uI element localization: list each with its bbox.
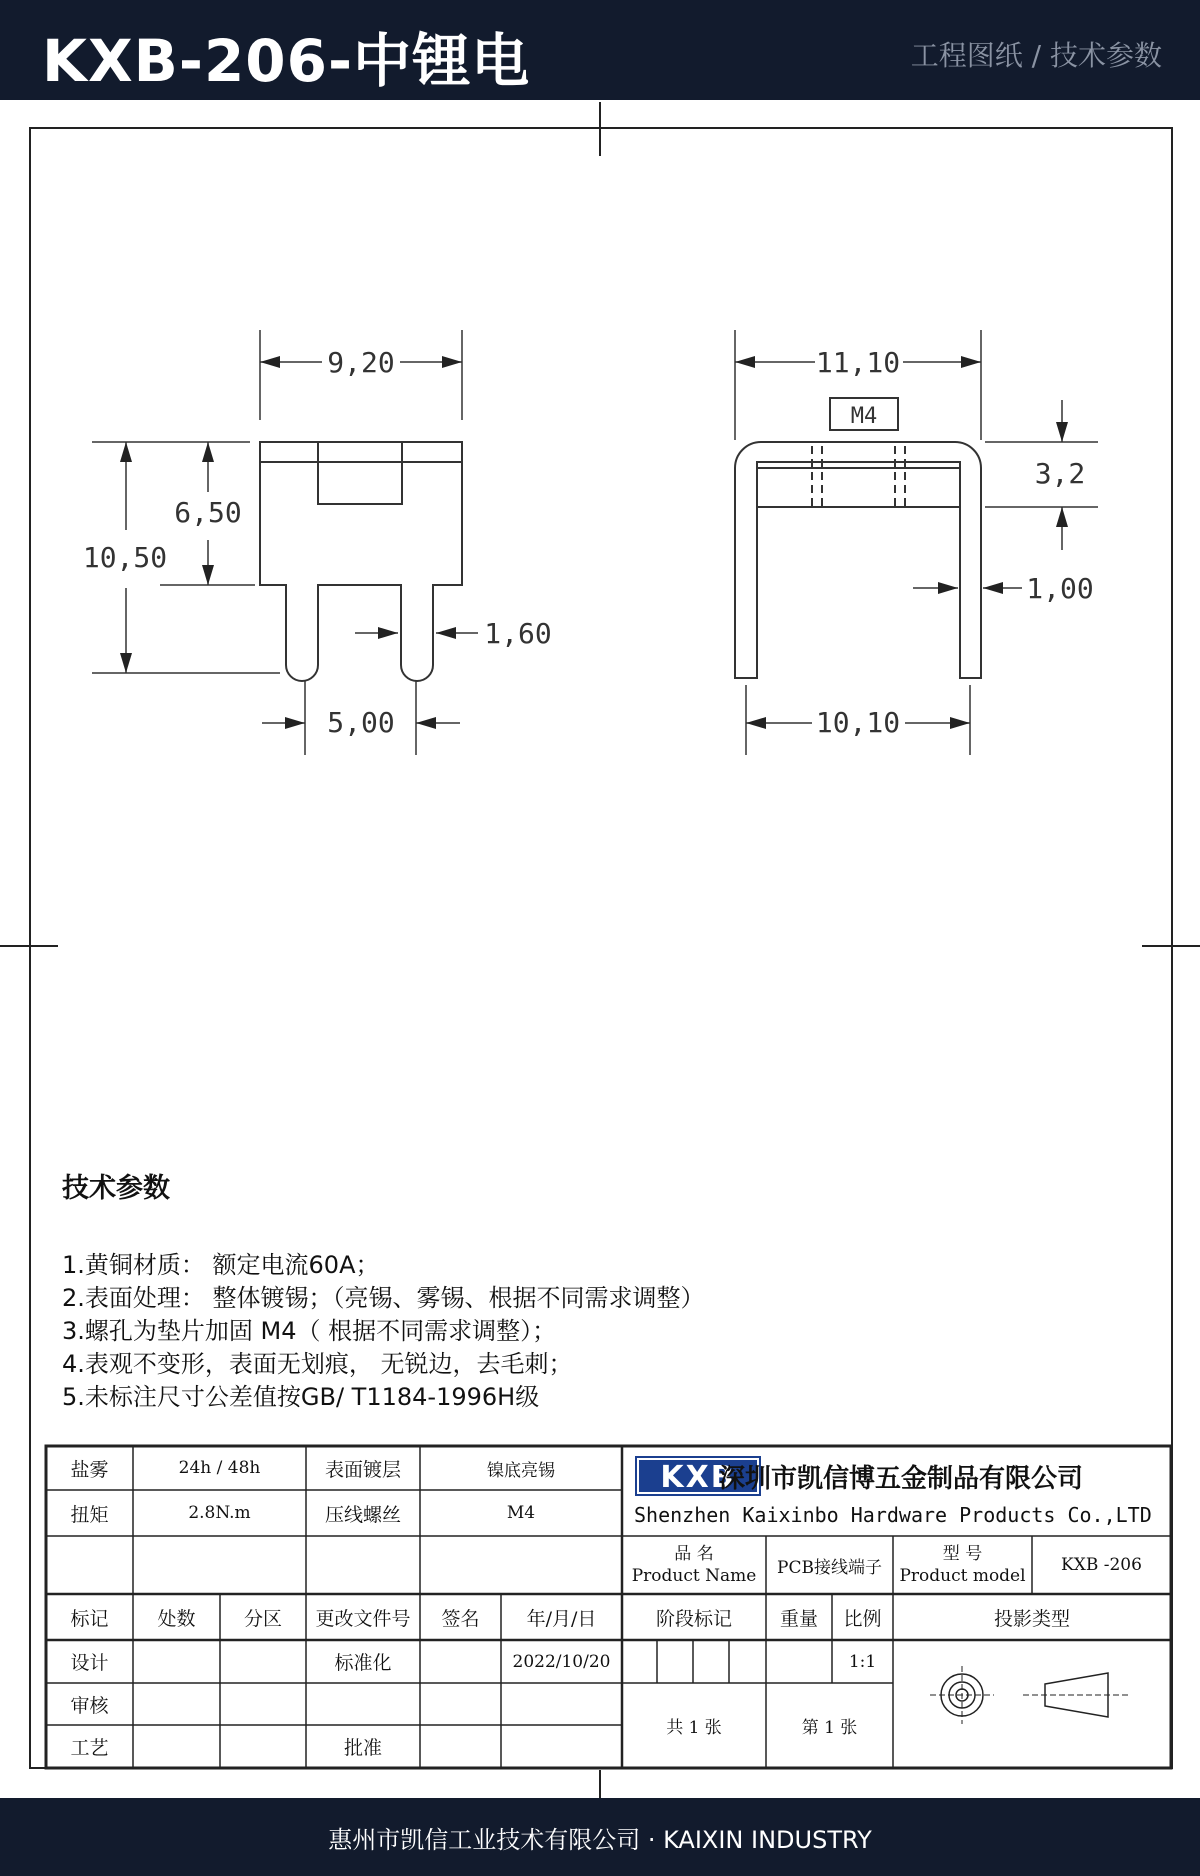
approve-label: 批准 [343,1737,382,1759]
plating-label: 表面镀层 [324,1458,401,1481]
header-weight: 重量 [779,1607,818,1630]
model-cn: 型 号 [942,1544,983,1564]
dim-total-height: 10,50 [82,541,168,574]
screw-value: M4 [506,1503,536,1523]
tech-spec-item: 3.螺孔为垫片加固 M4（ 根据不同需求调整）； [62,1317,557,1345]
header-stage: 阶段标记 [655,1607,732,1630]
footer-bar [0,1798,1200,1876]
header-projection: 投影类型 [993,1607,1070,1630]
product-name-en: Product Name [631,1566,757,1586]
total-sheets: 共 1 张 [666,1718,722,1738]
header-zone: 分区 [243,1607,282,1630]
model-value: KXB -206 [1061,1555,1142,1575]
tech-spec-item: 4.表观不变形，表面无划痕， 无锐边，去毛刺； [62,1350,573,1378]
scale-value: 1:1 [848,1651,877,1672]
model-en: Product model [899,1566,1026,1586]
company-name-en: Shenzhen Kaixinbo Hardware Products Co.,LTD [634,1503,1152,1527]
date-value: 2022/10/20 [512,1651,611,1672]
header-count: 处数 [157,1607,196,1630]
header-change-doc: 更改文件号 [315,1607,411,1630]
product-name-cn: 品 名 [674,1544,714,1564]
company-name-cn: 深圳市凯信博五金制品有限公司 [719,1464,1084,1494]
salt-spray-label: 盐雾 [70,1458,109,1481]
dim-pin-gap: 1,60 [484,617,552,650]
torque-value: 2.8N.m [188,1503,251,1523]
header-date: 年/月/日 [526,1607,597,1630]
tech-spec-item: 1.黄铜材质： 额定电流60A； [62,1251,380,1279]
sheet-number: 第 1 张 [801,1718,858,1738]
dim-right-width-bottom: 10,10 [815,706,901,739]
screw-label: M4 [850,404,878,429]
page-title: KXB-206-中锂电 [42,27,531,95]
tech-specs [62,1166,705,1414]
dim-pin-pitch: 5,00 [327,706,395,739]
screw-label-cell: 压线螺丝 [324,1503,401,1526]
process-label: 工艺 [70,1737,109,1759]
review-label: 审核 [70,1694,109,1717]
right-view [735,330,1098,755]
standard-label: 标准化 [334,1652,392,1674]
dim-right-width-top: 11,10 [815,346,901,379]
tech-spec-item: 5.未标注尺寸公差值按GB/ T1184-1996H级 [62,1383,540,1411]
tech-specs-heading: 技术参数 [62,1173,170,1204]
torque-label: 扭矩 [70,1503,109,1526]
product-name-label [622,1536,766,1594]
header-mark: 标记 [70,1607,109,1630]
footer-text: 惠州市凯信工业技术有限公司 · KAIXIN INDUSTRY [328,1825,872,1854]
dim-slot-height: 6,50 [174,496,242,529]
header-scale: 比例 [843,1607,882,1630]
tech-spec-item: 2.表面处理： 整体镀锡；（亮锡、雾锡、根据不同需求调整） [62,1284,705,1312]
model-label [893,1536,1032,1594]
salt-spray-value: 24h / 48h [178,1458,261,1478]
dim-thickness: 1,00 [1026,572,1094,605]
product-name-value: PCB接线端子 [777,1557,882,1578]
page-subtitle: 工程图纸 / 技术参数 [910,39,1162,72]
dim-width-top: 9,20 [327,346,395,379]
svg-text:KXB: KXB [660,1460,736,1495]
header-signature: 签名 [441,1607,480,1630]
design-label: 设计 [70,1652,109,1674]
plating-value: 镍底亮锡 [487,1460,555,1481]
dim-right-height: 3,2 [1034,457,1086,490]
